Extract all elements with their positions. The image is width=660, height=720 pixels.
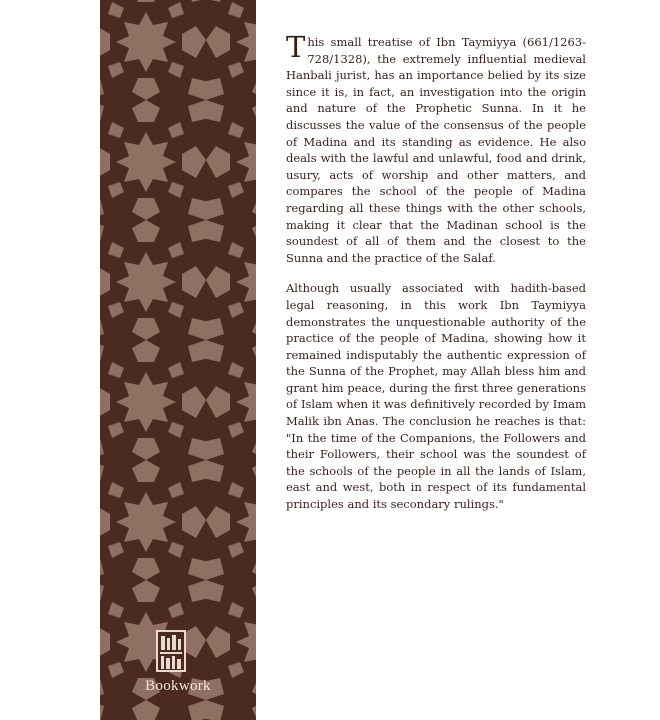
blurb-text xyxy=(286,30,586,527)
blurb-paragraph-2: Although usually associated with hadith-based legal reasoning, in this work Ibn Taymiyya demonstrates the unquestionable authority of the practice of the people of Madina, showing how it remained indisputably the authentic expression of the Sunna of the Prophet, may Allah bless him and grant him peace, during the first three generations of Islam when it was definitively recorded by Imam Malik ibn Anas. The conclusion he reaches is that: "In the time of the Companions, the Followers and their Followers, their school was the soundest of the schools of the people in all the lands of Islam, east and west, both in respect of its fundamental principles and its secondary rulings." xyxy=(286,281,586,512)
geometric-pattern xyxy=(100,0,256,720)
drop-cap: T xyxy=(286,30,306,64)
paragraph-1-body: his small treatise of Ibn Taymiyya (661/1263-728/1328), the extremely influential medieval Hanbali jurist, has an importance belied by its size since it is, in fact, an investigation into the origin and nature of the Prophetic Sunna. In it he discusses the value of the consensus of the people of Madina and its standing as evidence. He also deals with the lawful and unlawful, food and drink, usury, acts of worship and other matters, and compares the school of the people of Madina regarding all these things with the other schools, making it clear that the Madinan school is the soundest of all of them and the closest to the Sunna and the practice of the Salaf. xyxy=(286,35,586,265)
publisher-name: Bookwork xyxy=(145,678,211,694)
patterned-spine-panel xyxy=(100,0,256,720)
bookshelf-logo-icon xyxy=(156,630,186,672)
blurb-paragraph-1 xyxy=(286,30,586,266)
